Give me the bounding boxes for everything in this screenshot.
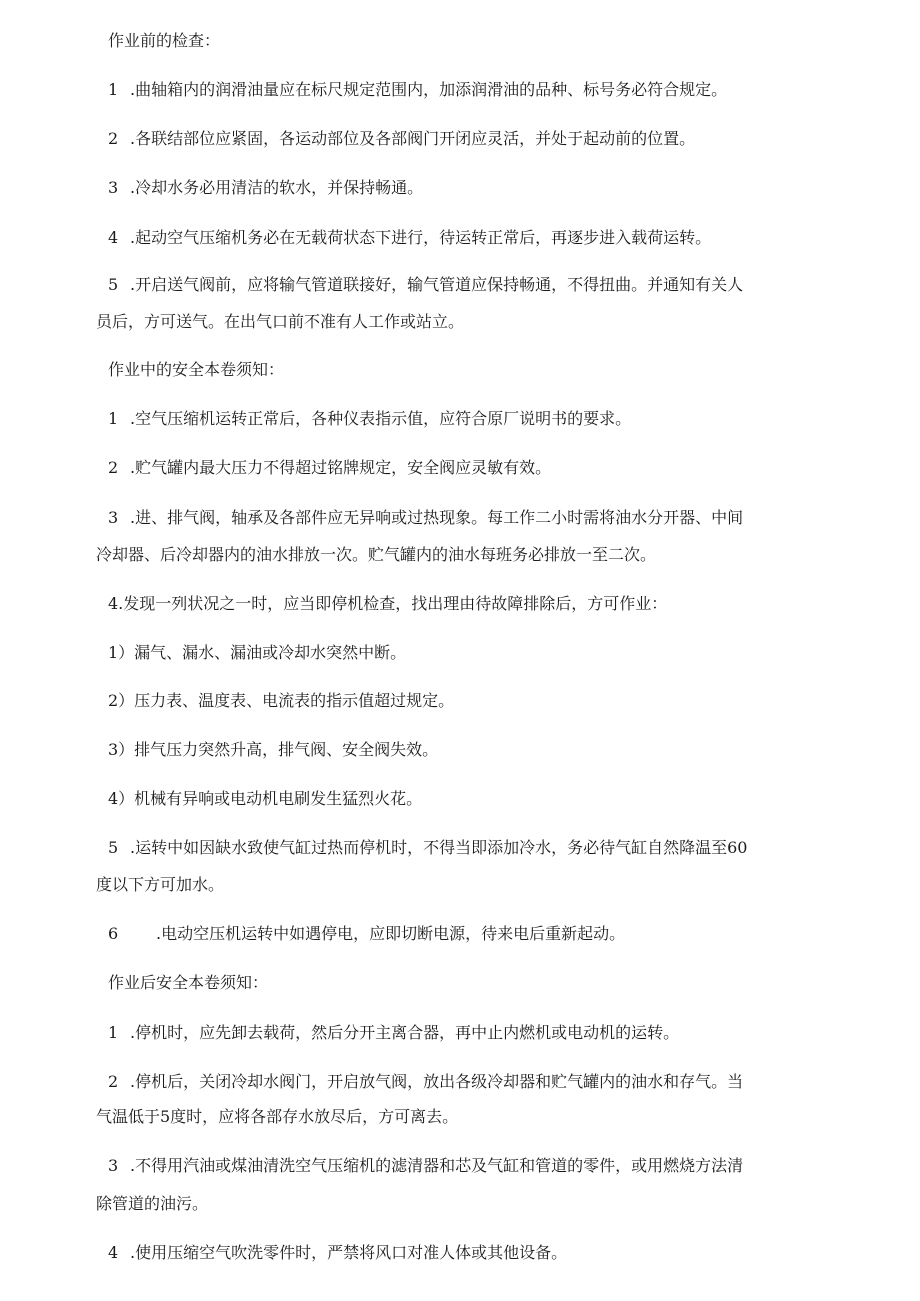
paragraph xyxy=(108,274,743,296)
item-text: .空气压缩机运转正常后，各种仪表指示值，应符合原厂说明书的要求。 xyxy=(130,409,632,428)
sub-item: 4）机械有异响或电动机电刷发生猛烈火花。 xyxy=(108,789,423,808)
item-number: 3 xyxy=(108,508,119,527)
item-number: 4 xyxy=(108,1243,119,1262)
paragraph xyxy=(108,79,727,101)
item-text: .停机后，关闭冷却水阀门，开启放气阀，放出各级冷却器和贮气罐内的油水和存气。当 xyxy=(130,1072,744,1091)
item-text: .起动空气压缩机务必在无载荷状态下进行，待运转正常后，再逐步进入载荷运转。 xyxy=(130,228,712,247)
sub-item: 1）漏气、漏水、漏油或冷却水突然中断。 xyxy=(108,643,407,662)
paragraph xyxy=(108,507,743,529)
item-number: 3 xyxy=(108,178,119,197)
item-number: 1 xyxy=(108,409,119,428)
paragraph-continuation: 度以下方可加水。 xyxy=(96,875,225,894)
paragraph xyxy=(108,1022,679,1044)
item-number: 1 xyxy=(108,1023,119,1042)
paragraph xyxy=(108,227,711,249)
item-text: .运转中如因缺水致使气缸过热而停机时，不得当即添加冷水，务必待气缸自然降温至60 xyxy=(130,838,748,857)
paragraph-continuation: 除管道的油污。 xyxy=(96,1194,209,1213)
item-text: .停机时，应先卸去载荷，然后分开主离合器，再中止内燃机或电动机的运转。 xyxy=(130,1023,680,1042)
section-heading: 作业中的安全本卷须知： xyxy=(108,360,285,379)
sub-item: 2）压力表、温度表、电流表的指示值超过规定。 xyxy=(108,691,455,710)
item-text: .贮气罐内最大压力不得超过铭牌规定，安全阀应灵敏有效。 xyxy=(130,458,552,477)
paragraph-continuation: 气温低于5度时，应将各部存水放尽后，方可离去。 xyxy=(96,1107,459,1126)
paragraph: 4.发现一列状况之一时，应当即停机检查，找出理由待故障排除后，方可作业： xyxy=(108,594,668,613)
paragraph-continuation: 员后，方可送气。在出气口前不准有人工作或站立。 xyxy=(96,312,465,331)
paragraph xyxy=(108,923,625,945)
item-text: .冷却水务必用清洁的软水，并保持畅通。 xyxy=(130,178,424,197)
item-number: 2 xyxy=(108,1072,119,1091)
section-heading: 作业前的检查： xyxy=(108,31,221,50)
item-text: .进、排气阀，轴承及各部件应无异响或过热现象。每工作二小时需将油水分开器、中间 xyxy=(130,508,744,527)
item-text: .电动空压机运转中如遇停电，应即切断电源，待来电后重新起动。 xyxy=(156,924,626,943)
item-text: .使用压缩空气吹洗零件时，严禁将风口对准人体或其他设备。 xyxy=(130,1243,568,1262)
item-text: .不得用汽油或煤油清洗空气压缩机的滤清器和芯及气缸和管道的零件，或用燃烧方法清 xyxy=(130,1156,744,1175)
paragraph xyxy=(108,408,631,430)
item-number: 5 xyxy=(108,275,119,294)
paragraph xyxy=(108,1242,567,1264)
paragraph xyxy=(108,177,423,199)
paragraph xyxy=(108,457,551,479)
item-number: 5 xyxy=(108,838,119,857)
item-number: 6 xyxy=(108,924,119,943)
item-text: .开启送气阀前，应将输气管道联接好，输气管道应保持畅通，不得扭曲。并通知有关人 xyxy=(130,275,744,294)
item-number: 2 xyxy=(108,458,119,477)
item-number: 3 xyxy=(108,1156,119,1175)
sub-item: 3）排气压力突然升高，排气阀、安全阀失效。 xyxy=(108,740,439,759)
paragraph xyxy=(108,128,695,150)
paragraph-continuation: 冷却器、后冷却器内的油水排放一次。贮气罐内的油水每班务必排放一至二次。 xyxy=(96,545,657,564)
paragraph xyxy=(108,837,747,859)
item-text: .曲轴箱内的润滑油量应在标尺规定范围内，加添润滑油的品种、标号务必符合规定。 xyxy=(130,80,728,99)
paragraph xyxy=(108,1071,743,1093)
paragraph xyxy=(108,1155,743,1177)
section-heading: 作业后安全本卷须知： xyxy=(108,973,269,992)
item-number: 1 xyxy=(108,80,119,99)
item-number: 2 xyxy=(108,129,119,148)
item-text: .各联结部位应紧固，各运动部位及各部阀门开闭应灵活，并处于起动前的位置。 xyxy=(130,129,696,148)
item-number: 4 xyxy=(108,228,119,247)
